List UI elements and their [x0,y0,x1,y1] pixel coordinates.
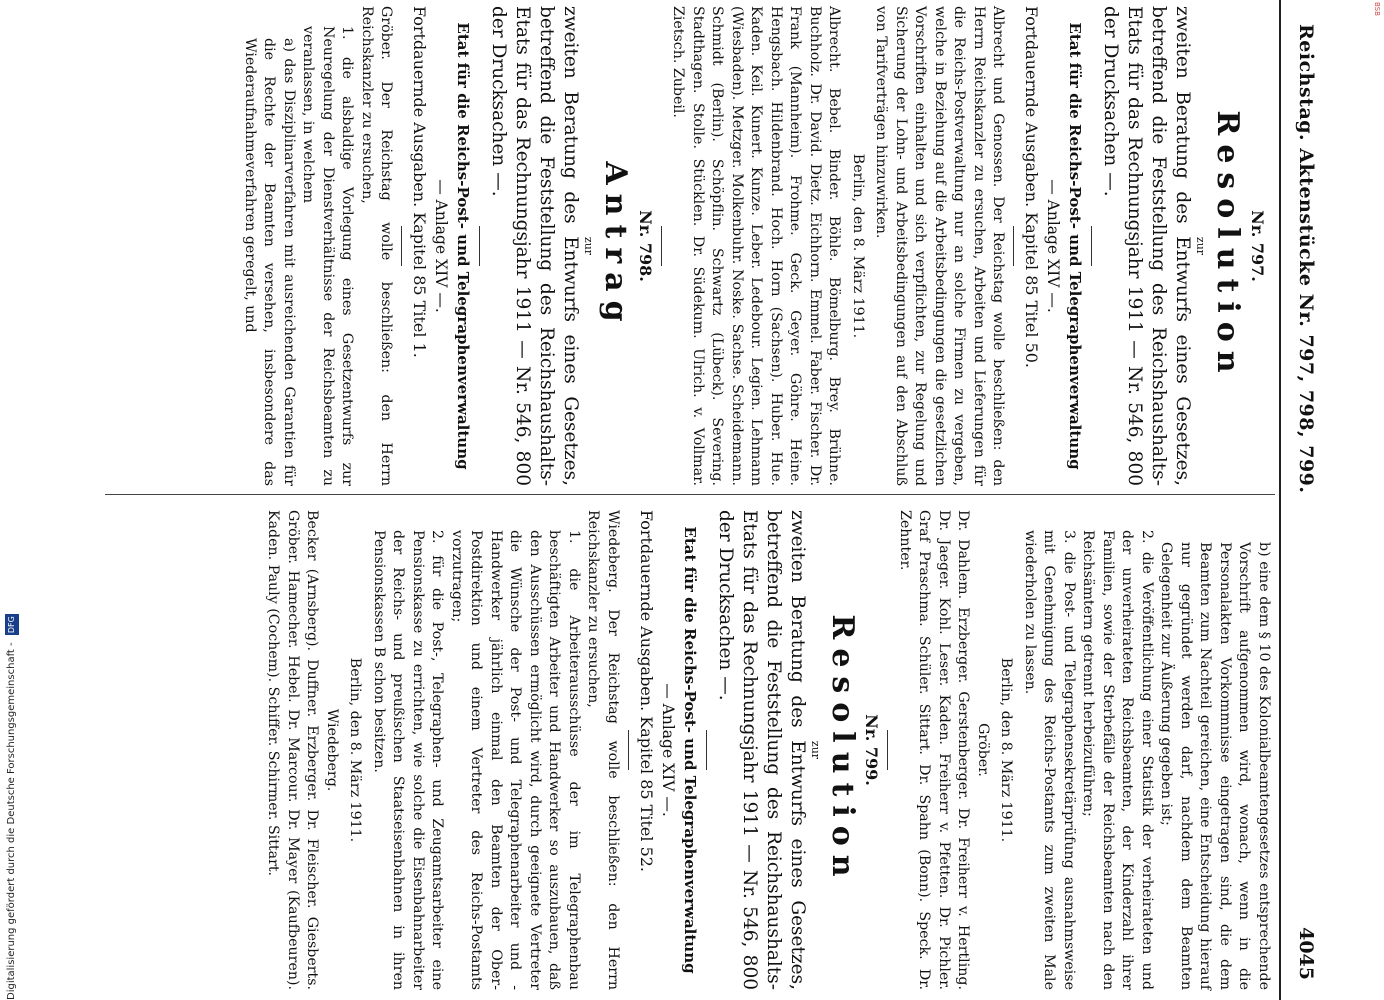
separator [402,226,403,266]
zur-label: zur [1194,236,1208,256]
signatories: Albrecht. Bebel. Binder. Böhle. Bömelburg. Brey. Brühne. Buchholz. Dr. David. Dietz. Eichhorn. Emmel. Faber. Fischer. Dr. Frank (Mannheim). Frohme. Geck. Geyer. Göhre. Heine. Hengsbach. Hildenbrand. Hoch. Horn (Sachsen). Huber. Hue. Kaden. Keil. Kunert. Kunze. Leber. Ledebour. Legien. Lehmann (Wiesbaden). Metzger. Molkenbuhr. Noske. Sachse. Scheidemann. Schmidt (Berlin). Schöpflin. Schwartz (Lübeck). Severing. Stadthagen. Stolle. Stücklen. Dr. Südekum. Ulrich. v. Vollmar. Zietsch. Zubeil. [670,6,843,486]
antrag-item-1a: a) das Disziplinarverfahren mit ausreichenden Garantien für die Rechte der Beamten versehen, insbesondere das Wiederaufnahmeverfahren geregelt, und [242,38,297,486]
resolution-title: zweiten Beratung des Entwurfs eines Gesetzes, betreffend die Feststellung des Reichshaushalts-Etats für das Rechnungsjahr 1911 — Nr. 546, 800 der Drucksachen —. [1100,6,1194,486]
header-rule [1280,0,1282,1000]
etat-heading: Etat für die Reichs-Post- und Telegraphenverwaltung [1066,22,1085,470]
running-title: Reichstag. Aktenstücke Nr. 797, 798, 799. [1295,24,1317,494]
digitization-footer [4,600,18,1000]
separator [1014,226,1015,266]
footer-text: Digitalisierung gefördert durch die Deutsche Forschungsgemeinschaft - [6,642,17,1000]
doc-number-799: Nr. 799. [862,714,882,786]
etat-heading: Etat für die Reichs-Post- und Telegraphenverwaltung [681,526,699,974]
resolution-heading: Resolution [1210,110,1246,382]
dfg-logo: DFG [5,614,19,635]
date-line: Berlin, den 8. März 1911. [998,657,1015,843]
doc-number-797: Nr. 797. [1248,210,1267,282]
antrag-item-3: 3. die Post- und Telegraphensekretärprüfung ausnahmsweise mit Genehmigung des Reichs-Postamts zum zweiten Male wiederholen zu lassen. [1022,530,1077,990]
signatories: Dr. Dahlem. Erzberger. Gerstenberger. Dr. Freiherr v. Hertling. Dr. Jaeger. Kohl. Leser. Kaden. Freiherr v. Pfetten. Dr. Pichler. Graf Praschma. Schüler. Sittart. Dr. Spahn (Bonn). Speck. Dr. Zehnter. [897,510,972,990]
kapitel-line: Fortdauernde Ausgaben. Kapitel 85 Titel 50. [1022,6,1042,369]
anlage-label: — Anlage XIV —. [1044,179,1063,313]
separator [706,730,707,770]
date-line: Berlin, den 8. März 1911. [850,153,866,339]
resolution-body: Albrecht und Genossen. Der Reichstag wolle beschließen: den Herrn Reichskanzler zu ersuchen, Arbeiten und Lieferungen für die Reichs-Postverwaltung nur an solche Firmen zu vergeben, welche in Beziehung auf die Arbeitsbedingungen die gesetzlichen Vorschriften einhalten und sich verpflichten, zur Regelung und Sicherung der Lohn- und Arbeitsbedingungen auf den Abschluß von Tarifverträgen hinzuwirken. [873,6,1007,486]
antrag-item-2: 2. die Veröffentlichung einer Statistik der verheirateten und der unverheirateten Reichsbeamten, der Kinderzahl ihrer Familien, sowie der Sterbefälle der Reichsbeamten nach den Reichsämtern getrennt herbeizuführen; [1080,530,1155,990]
resolution-heading: Resolution [825,614,860,886]
right-column [263,510,1273,990]
kapitel-line: Fortdauernde Ausgaben. Kapitel 85 Titel 52. [637,510,656,873]
antrag-item-1: 1. die alsbaldige Vorlegung eines Gesetzentwurfs zur Neuregelung der Dienstverhältnisse der Reichsbeamten zu veranlassen, in welchem [300,26,356,486]
date-line: Berlin, den 8. März 1911. [347,657,364,843]
lead-signer: Wiedeberg. [324,708,340,792]
anlage-label: — Anlage XIV —. [659,683,677,817]
resolution-title: zweiten Beratung des Entwurfs eines Gesetzes, betreffend die Feststellung des Reichshaushalts-Etats für das Rechnungsjahr 1911 — Nr. 546, 800 der Drucksachen —. [715,510,808,990]
column-divider [105,494,1275,495]
resolution-item-1: 1. die Arbeiterausschüsse der im Telegraphenbau beschäftigten Arbeiter und Handwerker so auszubauen, daß den Ausschüssen ermöglicht wird, durch geeignete Vertreter die Wünsche der Post- und Telegraphenarbeiter und -Handwerker jährlich einmal den Beamten der Ober-Postdirektion und einem Vertreter des Reichs-Postamts vorzutragen; [449,530,582,990]
separator [888,730,889,770]
stamp-text: BSB [1373,2,1381,16]
antrag-title: zweiten Beratung des Entwurfs eines Gesetzes, betreffend die Feststellung des Reichshaushalts-Etats für das Rechnungsjahr 1911 — Nr. 546, 800 der Drucksachen —. [488,6,582,486]
separator [628,730,629,770]
separator [661,226,662,266]
antrag-heading: Antrag [598,161,634,331]
antrag-item-1b: b) eine dem § 10 des Kolonialbeamtengesetzes entsprechende Vorschrift aufgenommen wird, wonach, wenn in die Personalakten Vorkommnisse eingetragen sind, die dem Beamten zum Nachteil gereichen, eine Entscheidung hierauf nur gegründet werden darf, nachdem dem Beamten Gelegenheit zur Äußerung gegeben ist; [1158,542,1272,990]
etat-heading: Etat für die Reichs-Post- und Telegraphenverwaltung [454,22,473,470]
library-stamp [1372,2,1382,32]
antrag-body: Gröber. Der Reichstag wolle beschließen: den Herrn Reichskanzler zu ersuchen, [359,6,395,486]
anlage-label: — Anlage XIV —. [432,179,451,313]
page-number: 4045 [1295,927,1317,980]
signatories: Becker (Arnsberg). Duffner. Erzberger. Dr. Fleischer. Giesberts. Gröber. Hamecher. Hebel. Dr. Marcour. Dr. Mayer (Kaufbeuren). Kaden. Pauly (Cochem). Schiffer. Schirmer. Sittart. [265,510,321,990]
zur-label: zur [809,740,822,760]
kapitel-line: Fortdauernde Ausgaben. Kapitel 85 Titel 1. [410,6,430,358]
separator [1092,226,1093,266]
rotated-document [95,0,1325,1000]
left-column [240,6,1274,486]
separator [480,226,481,266]
resolution-item-2: 2. für die Post-, Telegraphen- und Zeugamtsarbeiter eine Pensionskasse zu errichten, wie solche die Eisenbahnarbeiter der Reichs- und preußischen Staatseisenbahnen in ihren Pensionskassen B schon besitzen. [371,530,446,990]
zur-label: zur [582,236,596,256]
doc-number-798: Nr. 798. [636,210,655,282]
lead-signer: Gröber. [975,723,991,777]
resolution-body: Wiedeberg. Der Reichstag wolle beschließen: den Herrn Reichskanzler zu ersuchen, [585,510,621,990]
page-header [1285,0,1325,1000]
